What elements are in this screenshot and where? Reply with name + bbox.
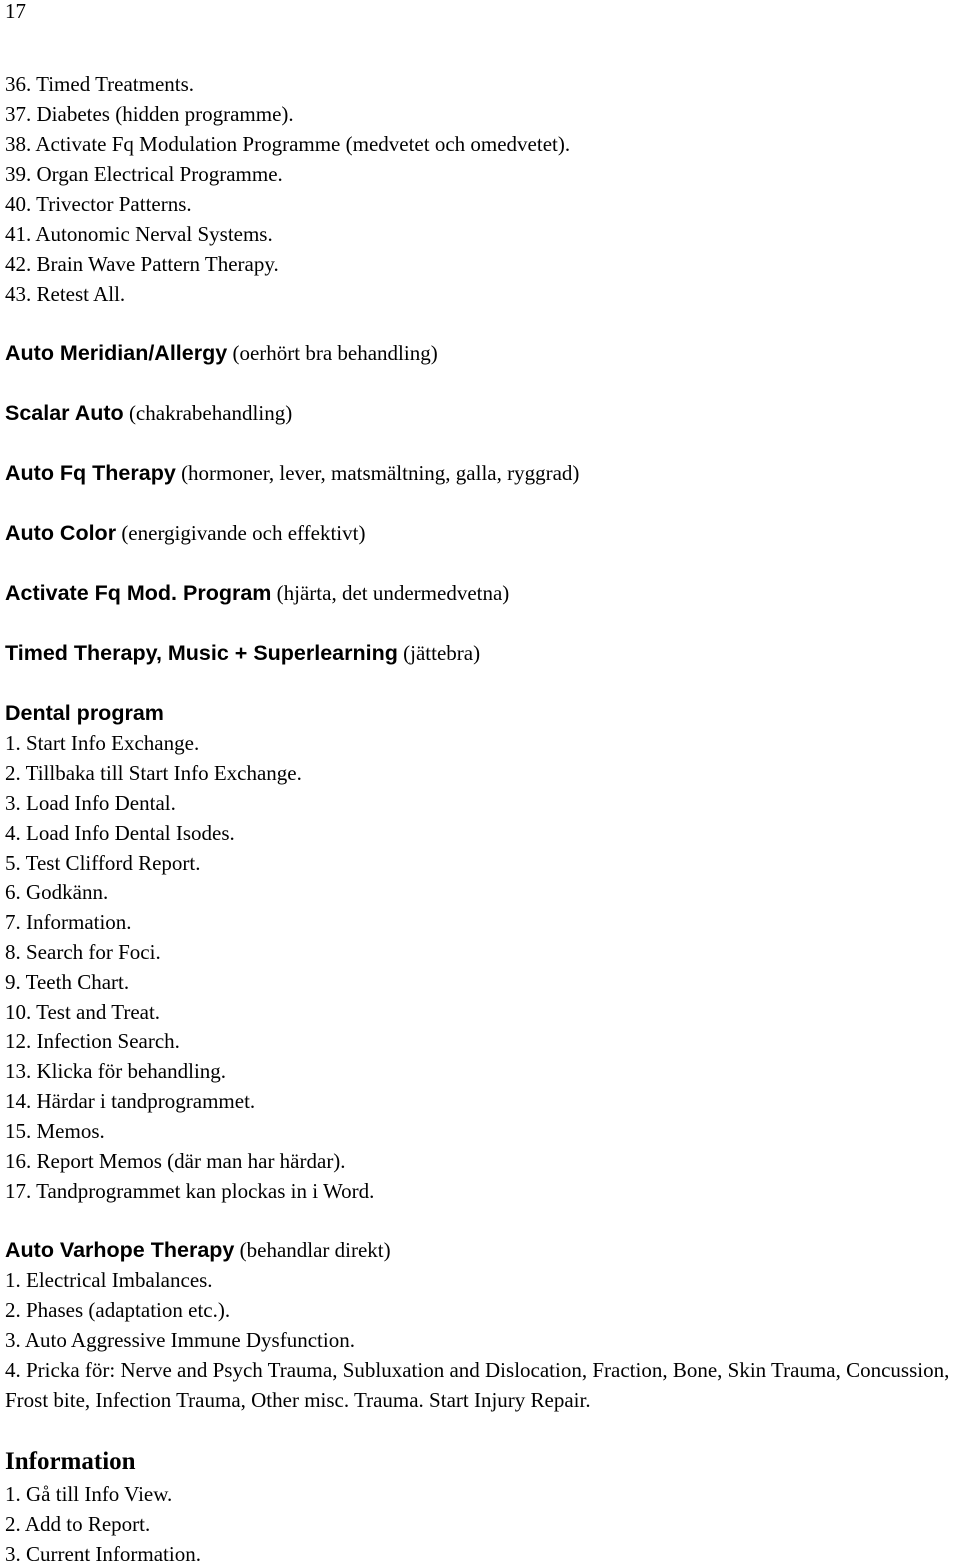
- list-item: 2. Tillbaka till Start Info Exchange.: [5, 761, 302, 785]
- list-item: 3. Current Information.: [5, 1542, 201, 1566]
- page-number: 17: [5, 0, 26, 23]
- list-item: 14. Härdar i tandprogrammet.: [5, 1089, 256, 1113]
- therapy-name: Auto Meridian/Allergy: [5, 341, 228, 365]
- list-item: 39. Organ Electrical Programme.: [5, 162, 283, 186]
- therapy-name: Auto Varhope Therapy: [5, 1238, 235, 1262]
- therapy-note: (hormoner, lever, matsmältning, galla, ryggrad): [181, 461, 580, 485]
- list-item: 2. Add to Report.: [5, 1512, 151, 1536]
- list-item: 6. Godkänn.: [5, 880, 109, 904]
- therapy-line: [5, 580, 509, 606]
- list-item: 13. Klicka för behandling.: [5, 1059, 227, 1083]
- therapy-note: (energigivande och effektivt): [121, 521, 366, 545]
- list-item: 2. Phases (adaptation etc.).: [5, 1298, 231, 1322]
- list-item: 10. Test and Treat.: [5, 1000, 161, 1024]
- list-item: 4. Load Info Dental Isodes.: [5, 821, 235, 845]
- list-item: 41. Autonomic Nerval Systems.: [5, 222, 273, 246]
- list-item: 12. Infection Search.: [5, 1029, 180, 1053]
- list-item: 1. Electrical Imbalances.: [5, 1268, 213, 1292]
- section-heading-information: Information: [5, 1448, 136, 1475]
- list-item: 1. Gå till Info View.: [5, 1482, 173, 1506]
- list-item: 17. Tandprogrammet kan plockas in i Word.: [5, 1179, 375, 1203]
- therapy-note: (chakrabehandling): [128, 401, 293, 425]
- section-heading-dental: Dental program: [5, 701, 164, 725]
- therapy-name: Auto Fq Therapy: [5, 461, 176, 485]
- therapy-note: (oerhört bra behandling): [232, 341, 438, 365]
- therapy-line: [5, 340, 438, 366]
- list-item: 3. Auto Aggressive Immune Dysfunction.: [5, 1328, 355, 1352]
- list-item: 42. Brain Wave Pattern Therapy.: [5, 252, 279, 276]
- list-item: 3. Load Info Dental.: [5, 791, 176, 815]
- therapy-note: (behandlar direkt): [239, 1238, 391, 1262]
- list-item: 38. Activate Fq Modulation Programme (medvetet och omedvetet).: [5, 132, 571, 156]
- list-item: 16. Report Memos (där man har härdar).: [5, 1149, 346, 1173]
- therapy-line: [5, 520, 365, 546]
- therapy-line: [5, 640, 480, 666]
- therapy-name: Timed Therapy, Music + Superlearning: [5, 641, 398, 665]
- list-item: 1. Start Info Exchange.: [5, 731, 200, 755]
- therapy-line: [5, 400, 292, 426]
- list-item: 9. Teeth Chart.: [5, 970, 130, 994]
- list-item: 43. Retest All.: [5, 282, 126, 306]
- list-item: 7. Information.: [5, 910, 132, 934]
- therapy-name: Auto Color: [5, 521, 117, 545]
- therapy-note: (jättebra): [403, 641, 481, 665]
- list-item-paragraph: 4. Pricka för: Nerve and Psych Trauma, Subluxation and Dislocation, Fraction, Bone, Skin Trauma, Concussion, Frost bite, Infection Trauma, Other misc. Trauma. Start Injury Repair.: [5, 1358, 950, 1412]
- list-item: 5. Test Clifford Report.: [5, 851, 201, 875]
- therapy-line: [5, 460, 579, 486]
- therapy-note: (hjärta, det undermedvetna): [276, 581, 510, 605]
- list-item: 8. Search for Foci.: [5, 940, 161, 964]
- list-item: 40. Trivector Patterns.: [5, 192, 192, 216]
- section-heading-varhope: [5, 1237, 391, 1263]
- list-item: 37. Diabetes (hidden programme).: [5, 102, 294, 126]
- therapy-name: Scalar Auto: [5, 401, 124, 425]
- list-item: 15. Memos.: [5, 1119, 105, 1143]
- therapy-name: Activate Fq Mod. Program: [5, 581, 272, 605]
- list-item: 36. Timed Treatments.: [5, 72, 195, 96]
